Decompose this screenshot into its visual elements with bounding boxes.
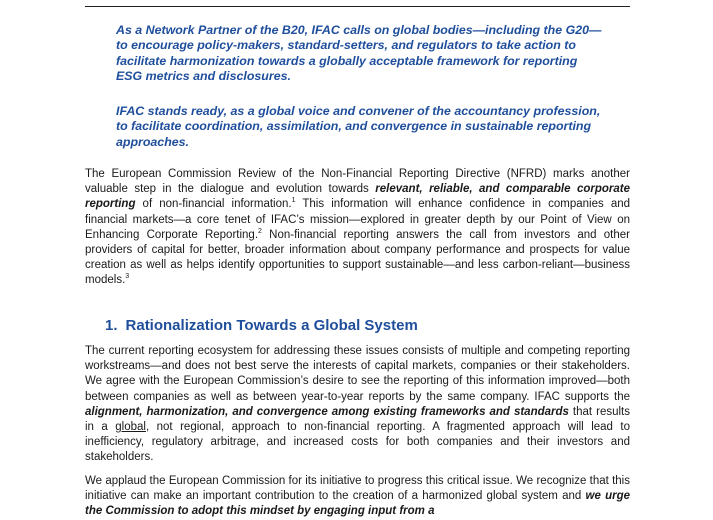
footnote-ref-3[interactable]: 3	[125, 273, 130, 281]
intro-paragraph	[85, 167, 630, 289]
footnote-ref-1[interactable]: 1	[291, 197, 296, 205]
para3-emphasis: we urge the Commission to adopt this mindset by engaging input from a	[85, 490, 630, 518]
para2-text-c: that results in a	[85, 405, 631, 434]
para2-text-e: , not regional, approach to non-financial reporting. A fragmented approach will lead to inefficiency, regulatory arbitrage, and increased costs for both companies and their investors and stakeholders.	[85, 421, 630, 464]
rationalization-paragraph	[85, 344, 630, 466]
intro-text-e: Non-financial reporting answers the call from investors and other providers of capital for better, broader information about company performance and prospects for value creation as well as helps identify opportunities to support sustainable—and less carbon-reliant—business models.	[85, 228, 630, 287]
callout-ifac-ready: IFAC stands ready, as a global voice and convener of the accountancy profession, to facilitate coordination, assimilation, and convergence in sustainable reporting approaches.	[116, 104, 601, 149]
top-divider	[85, 6, 630, 7]
para3-text-a: We applaud the European Commission for its initiative to progress this critical issue. We recognize that this initiative can make an important contribution to the creation of a harmonized global system and	[85, 475, 630, 503]
section-heading	[105, 316, 418, 336]
intro-text-a: The European Commission Review of the Non-Financial Reporting Directive (NFRD) marks another valuable step in the dialogue and evolution towards	[85, 168, 630, 196]
para2-text-a: The current reporting ecosystem for addressing these issues consists of multiple and competing reporting workstreams—and does not best serve the interests of capital markets, companies or their stakeholders. We agree with the European Commission’s desire to see the reporting of this information improved—both between companies as well as between year-to-year reports by the same company. IFAC supports the	[85, 345, 630, 403]
footnote-ref-2[interactable]: 2	[258, 227, 262, 235]
section-title: Rationalization Towards a Global System	[125, 317, 418, 334]
section-number: 1.	[105, 317, 118, 334]
global-underlined: global	[115, 421, 146, 434]
intro-emphasis: relevant, reliable, and comparable corporate reporting	[85, 183, 631, 211]
intro-text-d: This information will enhance confidence in companies and financial markets—a core tenet of IFAC’s mission—explored in greater depth by our Point of View on Enhancing Corporate Reporting.	[85, 198, 631, 241]
applaud-paragraph	[85, 474, 630, 520]
callout-b20: As a Network Partner of the B20, IFAC calls on global bodies—including the G20—to encourage policy-makers, standard-setters, and regulators to take action to facilitate harmonization towards a globally acceptable framework for reporting ESG metrics and disclosures.	[116, 23, 602, 84]
para2-emphasis: alignment, harmonization, and convergence among existing frameworks and standards	[85, 405, 569, 418]
intro-text-c: of non-financial information.	[135, 198, 292, 211]
